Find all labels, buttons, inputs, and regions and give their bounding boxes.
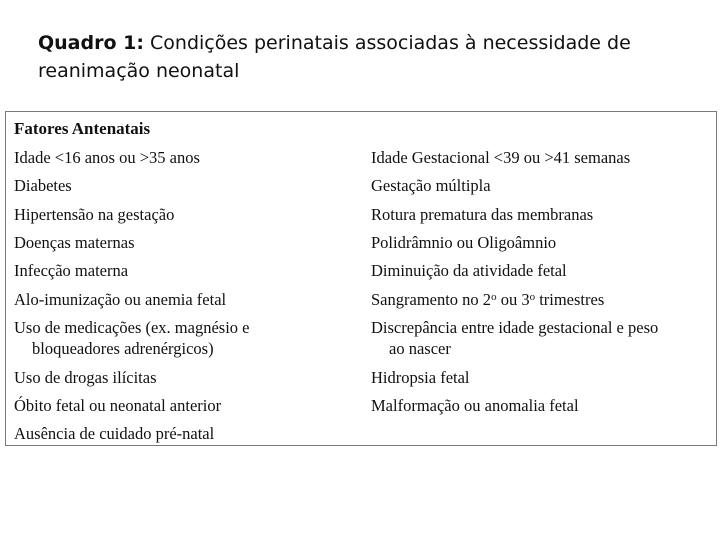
list-item: Idade <16 anos ou >35 anos [14, 148, 200, 167]
list-item: Hidropsia fetal [371, 368, 470, 387]
caption [38, 29, 678, 85]
list-item: Óbito fetal ou neonatal anterior [14, 396, 222, 415]
list-item: Infecção materna [14, 261, 129, 280]
caption-label: Quadro 1: [38, 32, 144, 54]
list-item: Rotura prematura das membranas [371, 205, 594, 224]
list-item: Idade Gestacional <39 ou >41 semanas [371, 148, 631, 167]
list-item: Uso de medicações (ex. magnésio e bloqueadores adrenérgicos) [14, 318, 250, 358]
list-item: Discrepância entre idade gestacional e peso ao nascer [371, 318, 659, 358]
list-item: Diabetes [14, 176, 72, 195]
antenatal-factors-table [5, 111, 717, 446]
list-item: Ausência de cuidado pré-natal [14, 424, 215, 443]
list-item: Sangramento no 2$^o$ ou 3$^o$ trimestres [371, 290, 605, 309]
list-item: Diminuição da atividade fetal [371, 261, 567, 280]
list-item: Malformação ou anomalia fetal [371, 396, 579, 415]
table-heading: Fatores Antenatais [14, 119, 151, 138]
caption-title: Condições perinatais associadas à necessidade de [143, 32, 631, 54]
list-item: Polidrâmnio ou Oligoâmnio [371, 233, 557, 252]
list-item: Doenças maternas [14, 233, 135, 252]
list-item: Alo-imunização ou anemia fetal [14, 290, 227, 309]
caption-title-line2: reanimação neonatal [38, 60, 240, 82]
list-item: Hipertensão na gestação [14, 205, 175, 224]
list-item: Uso de drogas ilícitas [14, 368, 157, 387]
list-item: Gestação múltipla [371, 176, 491, 195]
